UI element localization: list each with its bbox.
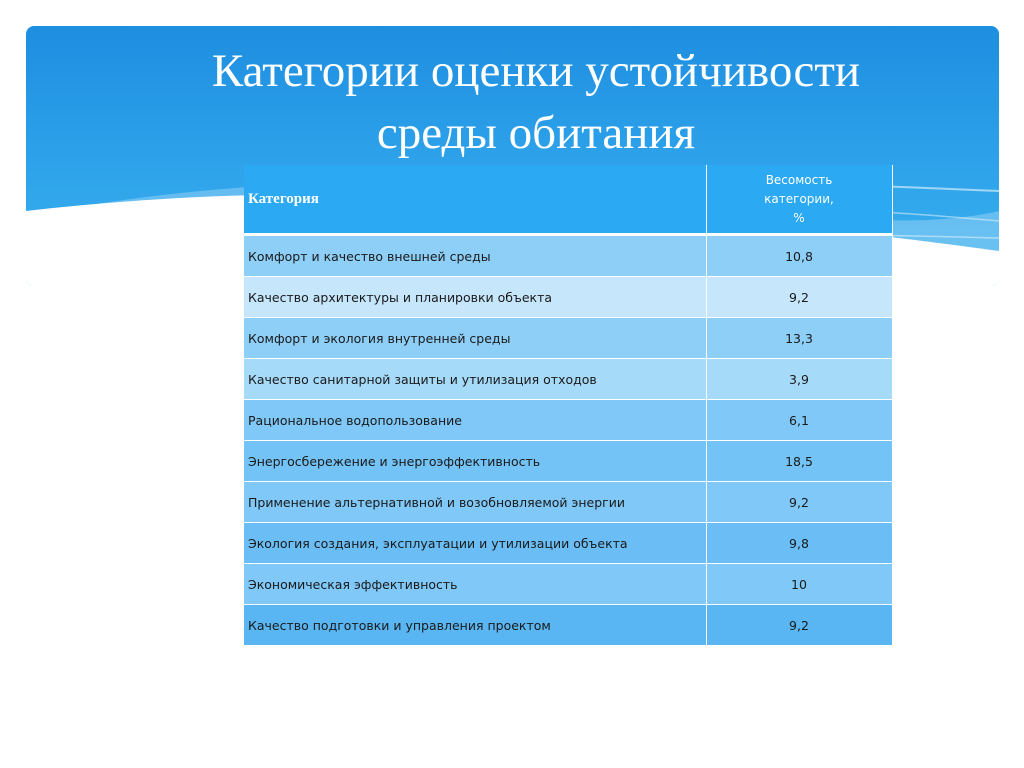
slide-title-line-1: Категории оценки устойчивости (211, 45, 861, 97)
table-row (244, 400, 892, 441)
weight-cell: 13,3 (706, 318, 892, 359)
table-row (244, 523, 892, 564)
table-header-row (244, 165, 892, 235)
table-row (244, 318, 892, 359)
category-cell: Рациональное водопользование (244, 400, 706, 441)
weight-cell: 18,5 (706, 441, 892, 482)
table-row (244, 277, 892, 318)
header-weight-line-3: % (793, 210, 805, 225)
header-category: Категория (244, 165, 706, 235)
table-row (244, 441, 892, 482)
header-weight-line-1: Весомость (765, 172, 833, 187)
category-cell: Энергосбережение и энергоэффективность (244, 441, 706, 482)
weight-cell: 9,8 (706, 523, 892, 564)
category-cell: Экология создания, эксплуатации и утилизации объекта (244, 523, 706, 564)
category-cell: Комфорт и качество внешней среды (244, 235, 706, 277)
weight-cell: 3,9 (706, 359, 892, 400)
slide-title-line-2: среды обитания (376, 107, 696, 159)
weight-cell: 9,2 (706, 482, 892, 523)
weight-cell: 10,8 (706, 235, 892, 277)
category-cell: Качество санитарной защиты и утилизация отходов (244, 359, 706, 400)
slide-title (86, 40, 986, 164)
table-row (244, 235, 892, 277)
weight-cell: 6,1 (706, 400, 892, 441)
weight-cell: 10 (706, 564, 892, 605)
category-cell: Качество подготовки и управления проектом (244, 605, 706, 646)
category-cell: Применение альтернативной и возобновляемой энергии (244, 482, 706, 523)
category-cell: Экономическая эффективность (244, 564, 706, 605)
category-cell: Качество архитектуры и планировки объекта (244, 277, 706, 318)
weight-cell: 9,2 (706, 277, 892, 318)
table-row (244, 359, 892, 400)
categories-table (244, 165, 893, 646)
weight-cell: 9,2 (706, 605, 892, 646)
header-weight-line-2: категории, (764, 191, 834, 206)
header-weight (706, 165, 892, 235)
table-row (244, 605, 892, 646)
table-row (244, 482, 892, 523)
category-cell: Комфорт и экология внутренней среды (244, 318, 706, 359)
table-row (244, 564, 892, 605)
